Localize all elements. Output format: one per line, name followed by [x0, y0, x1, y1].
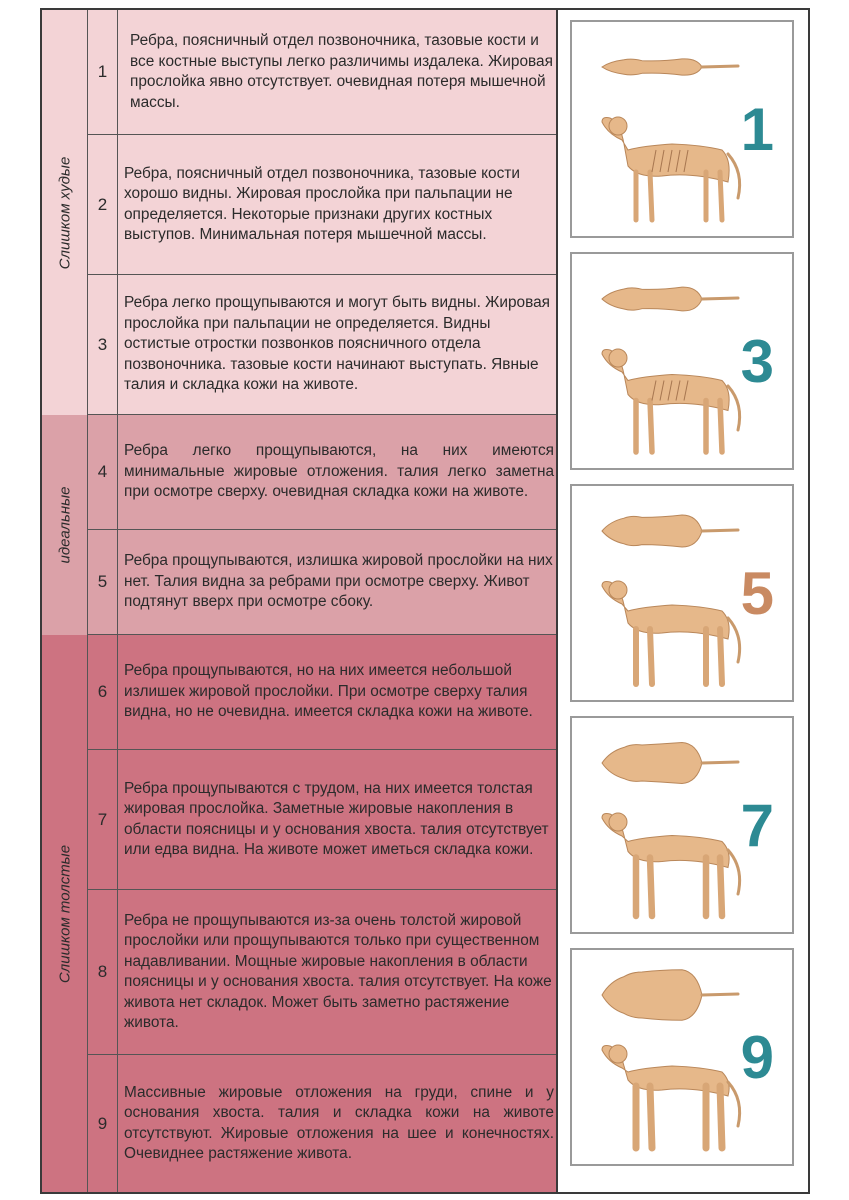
score-number: 6: [88, 635, 118, 749]
dog-top-view-body: [602, 970, 702, 1021]
dog-side-view-head: [609, 349, 627, 367]
dog-side-view-leg: [720, 629, 722, 684]
score-description: Ребра не прощупываются из-за очень толстой жировой прослойки или прощупываются только при существенном надавливании. Мощные жировые накопления в области поясницы и у основания хвоста. талия отсутствует. На коже живота нет складок. Может быть заметно растяжение живота.: [124, 911, 552, 1031]
score-row: [88, 415, 556, 530]
score-row: [88, 135, 556, 275]
score-description: Ребра легко прощупываются, на них имеются минимальные жировые отложения. талия легко заметна при осмотре сверху. очевидная складка кожи на животе.: [124, 442, 554, 501]
score-number: 3: [88, 275, 118, 414]
score-description: Ребра, поясничный отдел позвоночника, тазовые кости хорошо видны. Жировая прослойка при пальпации не определяется. Некоторые признаки других костных выступов. Минимальная потеря мышечной массы.: [124, 164, 520, 243]
score-row: [88, 890, 556, 1055]
score-row: [88, 1055, 556, 1192]
dog-side-view-head: [609, 1045, 627, 1063]
score-number: 8: [88, 890, 118, 1054]
dog-side-view-leg: [650, 858, 652, 917]
illustration-panel: [570, 20, 794, 238]
group-ideal-label: идеальные: [56, 486, 73, 564]
score-number: 1: [88, 10, 118, 134]
dog-side-view-leg: [650, 629, 652, 684]
score-number: 4: [88, 415, 118, 529]
score-figure: 5: [740, 560, 774, 627]
dog-side-view-leg: [650, 401, 652, 453]
score-row: [88, 10, 556, 135]
dog-side-view-head: [609, 581, 627, 599]
column-divider: [556, 8, 558, 1194]
dog-side-view-head: [609, 813, 627, 831]
score-number: 2: [88, 135, 118, 274]
score-figure: 1: [740, 96, 774, 163]
dog-side-view-tail: [728, 154, 740, 198]
score-figure: 9: [740, 1024, 774, 1091]
score-row: [88, 530, 556, 635]
dog-top-view-body: [602, 515, 702, 547]
group-too-fat-label: Слишком толстые: [56, 844, 73, 983]
dog-side-view-leg: [650, 172, 652, 220]
illustration-panel: [570, 484, 794, 702]
group-ideal: [42, 415, 88, 635]
score-row: [88, 635, 556, 750]
score-figure: 3: [740, 328, 774, 395]
score-description: Ребра, поясничный отдел позвоночника, тазовые кости и все костные выступы легко различимы издалека. Жировая прослойка явно отсутствует. очевидная потеря мышечной массы.: [130, 32, 553, 111]
dog-side-view-leg: [650, 1086, 652, 1148]
dog-side-view-tail: [728, 1082, 740, 1126]
score-description: Ребра легко прощупываются и могут быть видны. Жировая прослойка при пальпации не определяется. Видны остистые отростки позвонков поясничного отдела позвоночника. тазовые кости начинают выступать. Явные талия и складка кожи на животе.: [124, 294, 550, 394]
dog-side-view-tail: [728, 386, 740, 430]
dog-side-view-tail: [728, 850, 740, 894]
dog-top-view-body: [602, 287, 702, 311]
group-too-thin-label: Слишком худые: [56, 156, 73, 269]
dog-side-view-leg: [720, 401, 722, 453]
score-description: Массивные жировые отложения на груди, спине и у основания хвоста. талия и складка кожи на животе отсутствуют. Жировые отложения на шее и конечностях. Очевиднее растяжение живота.: [124, 1083, 554, 1162]
illustration-panel: [570, 948, 794, 1166]
dog-side-view-leg: [720, 1086, 722, 1148]
illustration-panel: [570, 252, 794, 470]
score-row: [88, 750, 556, 890]
score-number: 7: [88, 750, 118, 889]
dog-side-view-head: [609, 117, 627, 135]
dog-side-view-leg: [720, 172, 722, 220]
score-number: 9: [88, 1055, 118, 1192]
dog-top-view-tail: [702, 298, 738, 299]
score-description: Ребра прощупываются с трудом, на них имеется толстая жировая прослойка. Заметные жировые накопления в области поясницы и у основания хвоста. талия отсутствует или едва видна. На животе может иметься складка кожи.: [124, 779, 549, 858]
dog-side-view-tail: [728, 618, 740, 662]
group-too-thin: [42, 10, 88, 415]
score-description: Ребра прощупываются, излишка жировой прослойки на них нет. Талия видна за ребрами при осмотре сверху. Живот подтянут вверх при осмотре сбоку.: [124, 552, 553, 611]
score-number: 5: [88, 530, 118, 634]
illustration-panel: [570, 716, 794, 934]
dog-top-view-body: [602, 59, 702, 75]
score-figure: 7: [740, 792, 774, 859]
dog-side-view-leg: [720, 858, 722, 917]
dog-top-view-body: [602, 743, 702, 784]
dog-top-view-tail: [702, 530, 738, 531]
group-too-fat: [42, 635, 88, 1192]
dog-top-view-tail: [702, 66, 738, 67]
score-description: Ребра прощупываются, но на них имеется небольшой излишек жировой прослойки. При осмотре сверху талия видна, но не очевидна. имеется складка кожи на животе.: [124, 662, 533, 721]
score-row: [88, 275, 556, 415]
dog-top-view-tail: [702, 994, 738, 995]
dog-top-view-tail: [702, 762, 738, 763]
